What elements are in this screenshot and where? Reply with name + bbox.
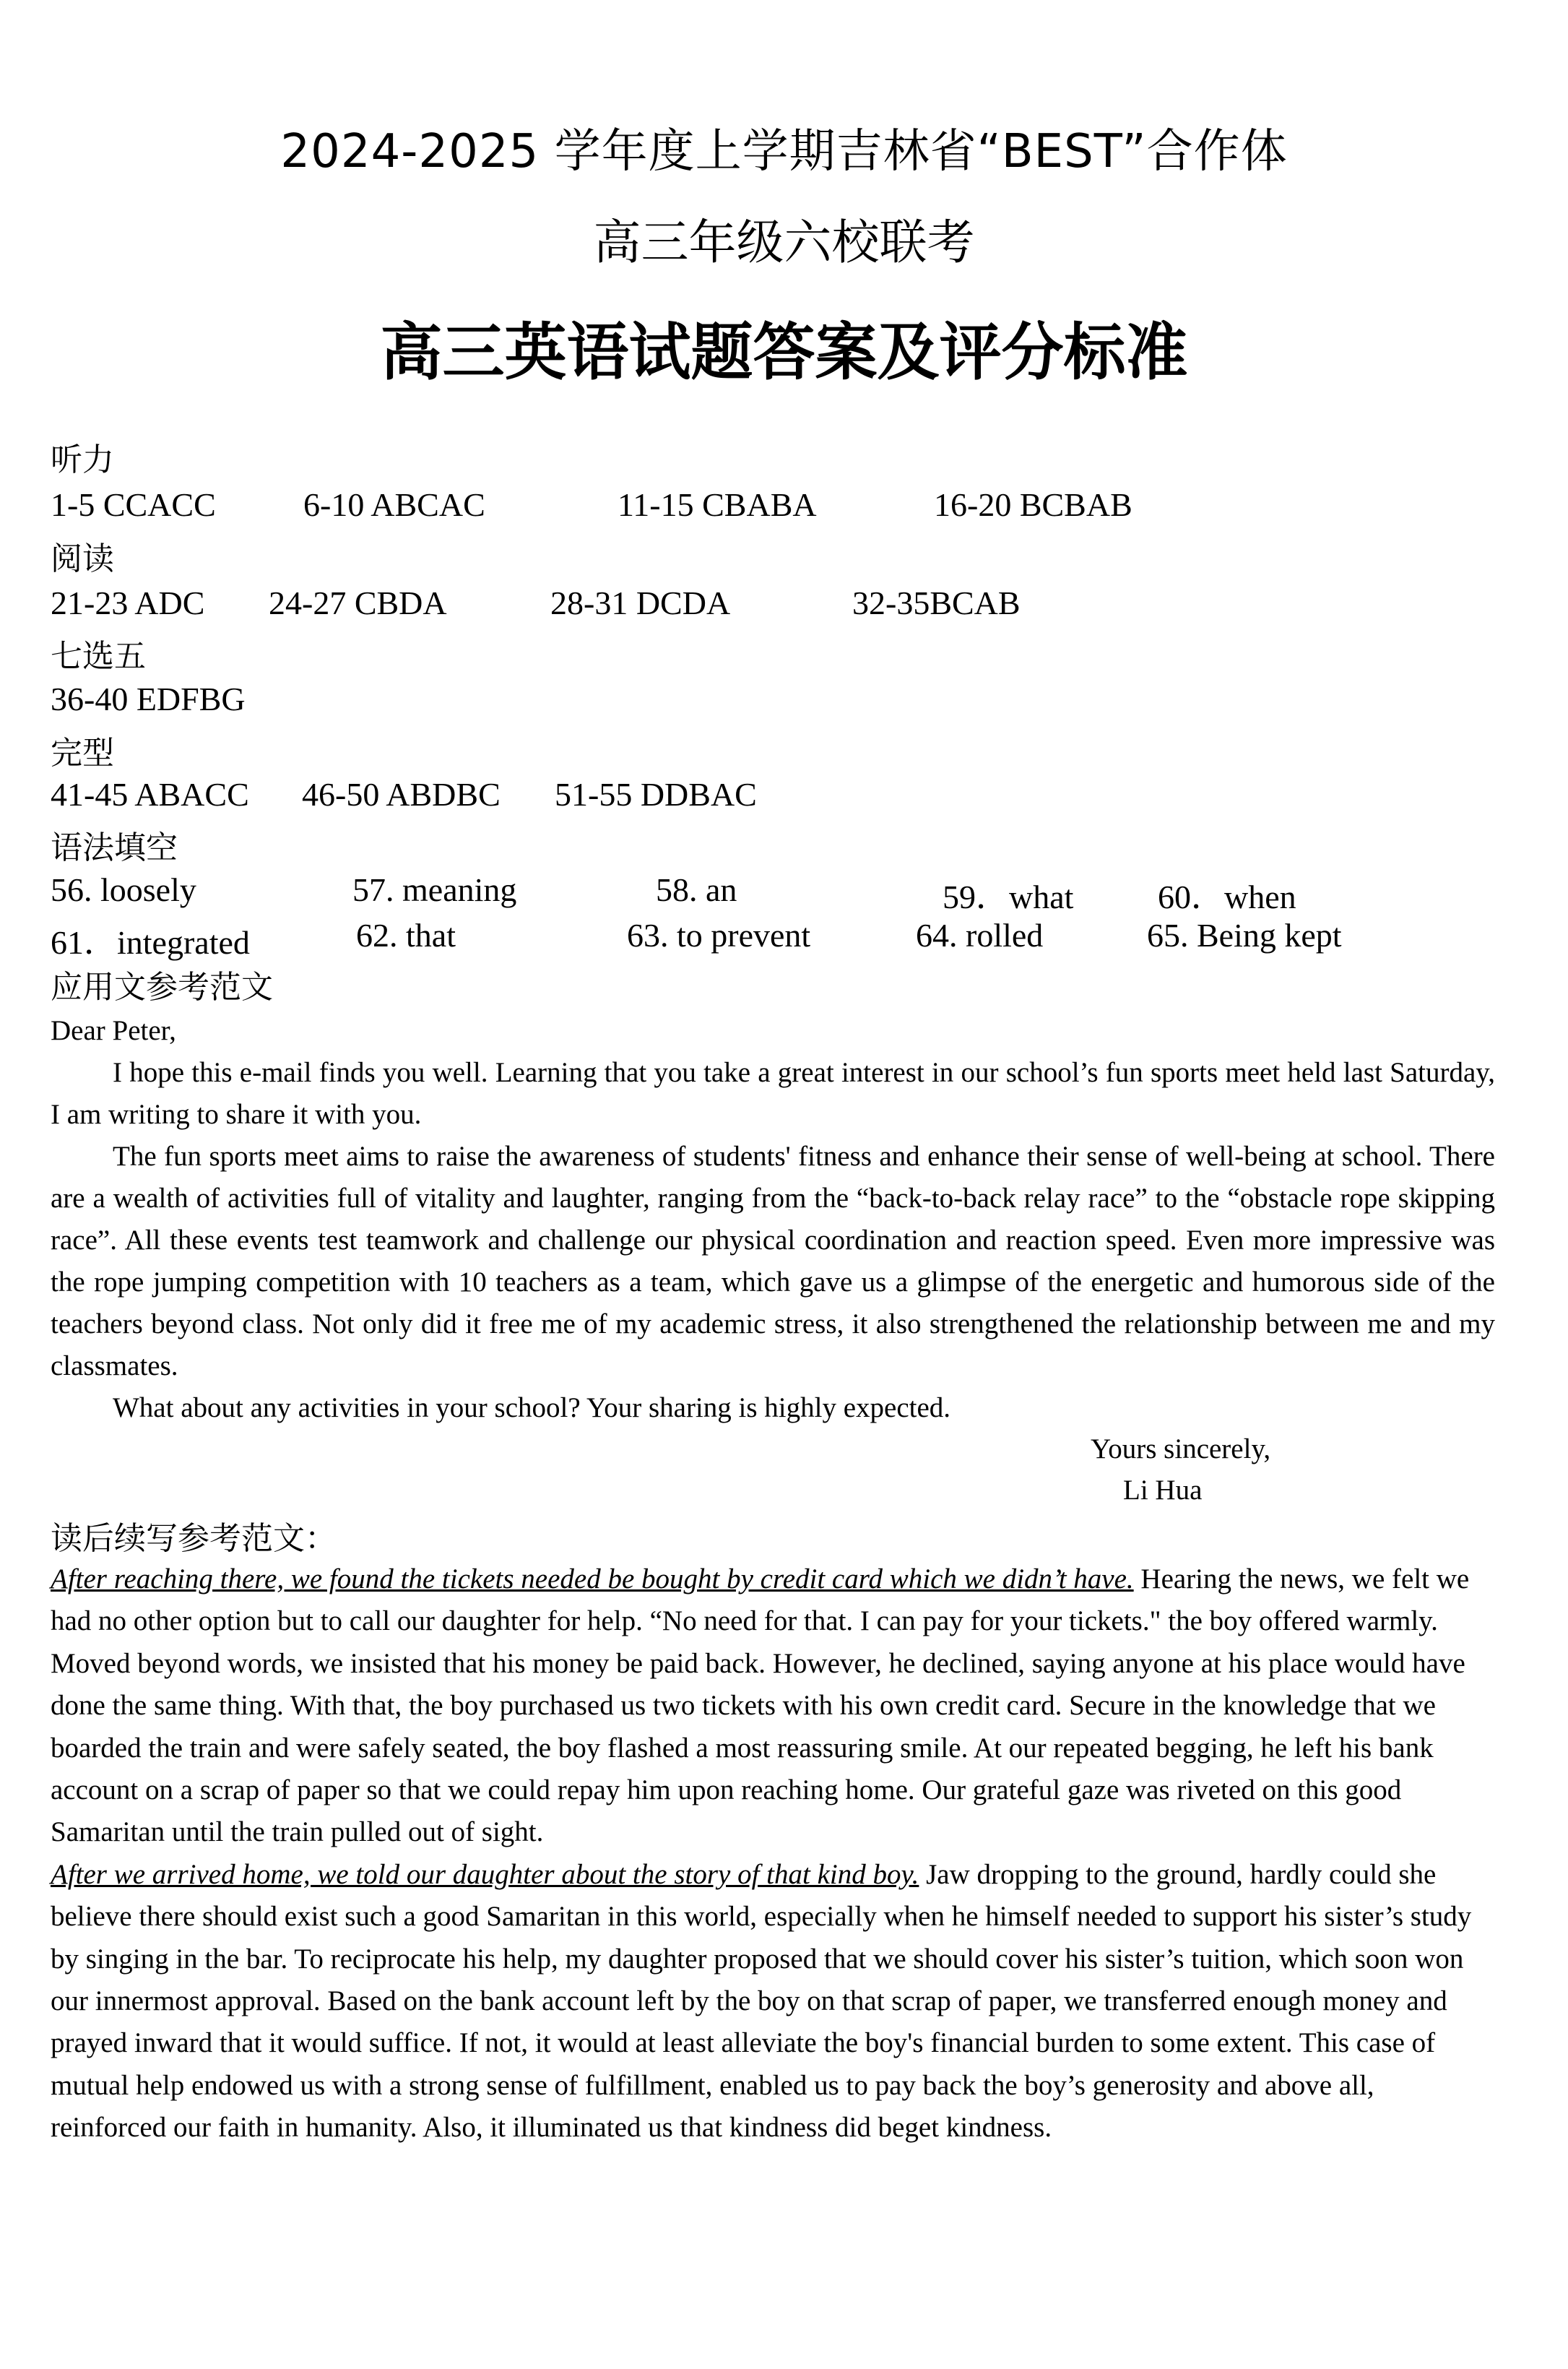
- answer-group: 11-15 CBABA: [618, 486, 817, 523]
- reading-heading: 阅读: [51, 540, 114, 577]
- cloze-heading: 完型: [51, 735, 114, 772]
- letter-paragraph: I hope this e-mail finds you well. Learning that you take a great interest in our school’s fun sports meet held last Saturday, I am writing to share it with you.: [51, 1057, 1495, 1130]
- title-line-2: 高三年级六校联考: [593, 215, 975, 270]
- grammar-answer: 57. meaning: [352, 871, 517, 908]
- story-paragraph-1: [51, 1558, 1488, 1854]
- cloze-answers-row: [0, 775, 1568, 819]
- answer-group: 1-5 CCACC: [51, 486, 216, 523]
- story-paragraph-1-body: Hearing the news, we felt we had no other option but to call our daughter for help. “No need for that. I can pay for your tickets." the boy offered warmly. Moved beyond words, we insisted that his money be paid back. However, he declined, saying anyone at his place would have done the same thing. With that, the boy purchased us two tickets with his own credit card. Secure in the knowledge that we boarded the train and were safely seated, the boy flashed a most reassuring smile. At our repeated begging, he left his bank account on a scrap of paper so that we could repay him upon reaching home. Our grateful gaze was riveted on this good Samaritan until the train pulled out of sight.: [51, 1563, 1470, 1848]
- letter-signature: Li Hua: [1123, 1475, 1203, 1506]
- answer-group: 41-45 ABACC: [51, 776, 249, 813]
- story-paragraph-2-lead: After we arrived home, we told our daughter about the story of that kind boy.: [51, 1858, 919, 1890]
- continuation-writing-heading: 读后续写参考范文：: [51, 1520, 337, 1557]
- grammar-answers-row-2: [0, 916, 1568, 959]
- grammar-answer: 59．what: [943, 879, 1074, 915]
- answer-group: 16-20 BCBAB: [934, 486, 1132, 523]
- letter-closing: Yours sincerely,: [1091, 1433, 1271, 1464]
- grammar-heading: 语法填空: [51, 829, 178, 866]
- practical-writing-heading: 应用文参考范文: [51, 969, 273, 1006]
- grammar-answer: 64. rolled: [916, 917, 1044, 954]
- answer-group: 51-55 DDBAC: [555, 776, 757, 813]
- grammar-answer: 65. Being kept: [1147, 917, 1342, 954]
- story-paragraph-2-body: Jaw dropping to the ground, hardly could she believe there should exist such a good Samaritan in this world, especially when he himself needed to support his sister’s study by singing in the bar. To reciprocate his help, my daughter proposed that we should cover his sister’s tuition, which soon won our innermost approval. Based on the bank account left by the boy on that scrap of paper, we transferred enough money and prayed inward that it would suffice. If not, it would at least alleviate the boy's financial burden to some extent. This case of mutual help endowed us with a strong sense of fulfillment, enabled us to pay back the boy’s generosity and above all, reinforced our faith in humanity. Also, it illuminated us that kindness did beget kindness.: [51, 1858, 1472, 2144]
- answer-group: 28-31 DCDA: [550, 584, 731, 621]
- listening-answers-row: [0, 486, 1568, 529]
- answer-group: 46-50 ABDBC: [302, 776, 501, 813]
- grammar-answer: 56. loosely: [51, 871, 196, 908]
- grammar-answers-row-1: [0, 871, 1568, 914]
- letter-greeting: Dear Peter,: [51, 1015, 176, 1046]
- listening-heading: 听力: [51, 441, 114, 478]
- seven-five-answers-row: [0, 680, 1568, 723]
- grammar-answer: 61．integrated: [51, 924, 250, 961]
- seven-five-heading: 七选五: [51, 638, 146, 675]
- grammar-answer: 60．when: [1158, 879, 1296, 915]
- answer-group: 24-27 CBDA: [269, 584, 447, 621]
- sample-story: [51, 1558, 1488, 2149]
- answer-group: 21-23 ADC: [51, 584, 205, 621]
- story-paragraph-2: [51, 1854, 1488, 2149]
- answer-group: 32-35BCAB: [852, 584, 1021, 621]
- answer-group: 36-40 EDFBG: [51, 681, 246, 717]
- sample-letter: [51, 1010, 1495, 1429]
- story-paragraph-1-lead: After reaching there, we found the tickets needed be bought by credit card which we didn’t have.: [51, 1563, 1134, 1595]
- grammar-answer: 62. that: [356, 917, 456, 954]
- answer-group: 6-10 ABCAC: [303, 486, 485, 523]
- title-line-1: 2024-2025 学年度上学期吉林省“BEST”合作体: [280, 125, 1288, 178]
- grammar-answer: 58. an: [656, 871, 737, 908]
- reading-answers-row: [0, 584, 1568, 627]
- letter-paragraph: What about any activities in your school? Your sharing is highly expected.: [113, 1392, 951, 1423]
- title-line-3: 高三英语试题答案及评分标准: [380, 316, 1188, 389]
- grammar-answer: 63. to prevent: [627, 917, 811, 954]
- letter-paragraph: The fun sports meet aims to raise the awareness of students' fitness and enhance their sense of well-being at school. There are a wealth of activities full of vitality and laughter, ranging from the “back-to-back relay race” to the “obstacle rope skipping race”. All these events test teamwork and challenge our physical coordination and reaction speed. Even more impressive was the rope jumping competition with 10 teachers as a team, which gave us a glimpse of the energetic and humorous side of the teachers beyond class. Not only did it free me of my academic stress, it also strengthened the relationship between me and my classmates.: [51, 1141, 1495, 1381]
